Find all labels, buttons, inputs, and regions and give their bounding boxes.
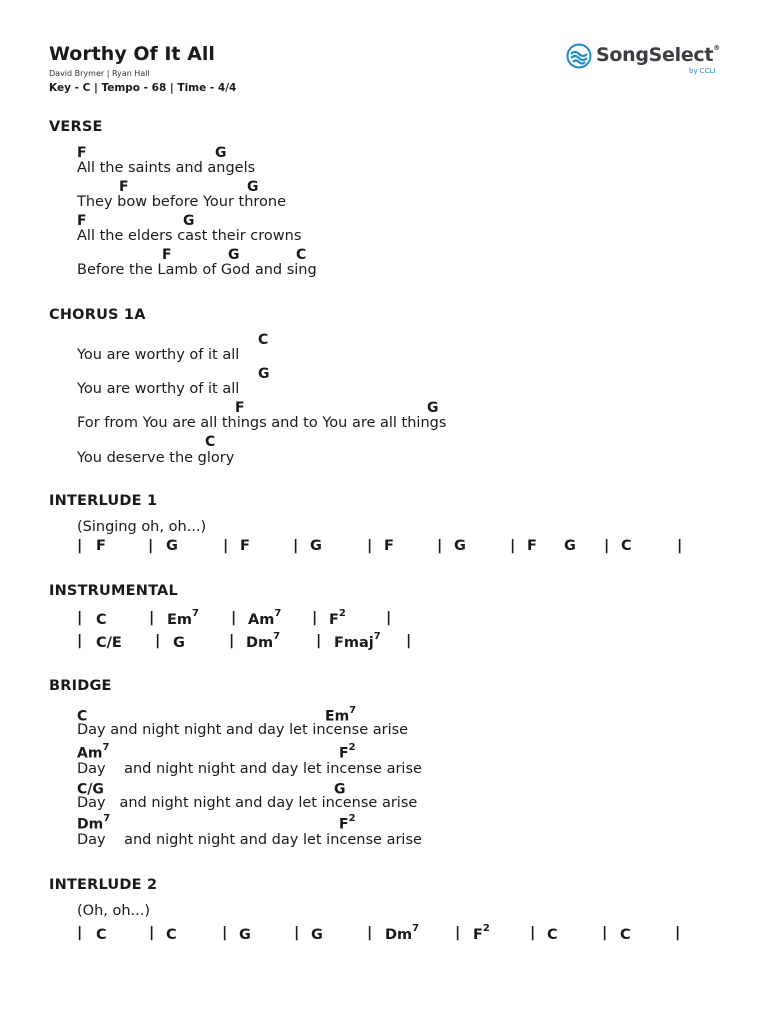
chord: G <box>247 179 259 195</box>
bar-line: | <box>367 538 373 554</box>
chord: Em$^7$ <box>325 705 357 725</box>
chord: Am$^7$ <box>77 742 110 762</box>
song-key-tempo-time: Key - C | Tempo - 68 | Time - 4/4 <box>49 82 237 94</box>
chord: F <box>77 213 87 229</box>
chord: $F^2$ <box>473 923 490 943</box>
lyric-line: For from You are all things and to You are all things <box>77 415 447 431</box>
lyric-line: You are worthy of it all <box>77 347 240 363</box>
chord: G <box>334 781 346 798</box>
bar-line: | <box>406 633 412 649</box>
bar-line: | <box>294 925 300 941</box>
bar-line: | <box>386 610 392 626</box>
songselect-wave-icon <box>566 43 592 69</box>
bar-line: | <box>367 925 373 941</box>
bar-line: | <box>316 633 322 649</box>
bar-line: | <box>675 925 681 941</box>
chord: C <box>77 708 88 725</box>
songselect-logo <box>566 43 726 77</box>
bar-line: | <box>677 538 683 554</box>
section-heading-chorus: CHORUS 1A <box>49 307 146 323</box>
chord: G <box>427 400 439 416</box>
bar-line: | <box>77 610 83 626</box>
chord: Am$^7$ <box>248 608 282 628</box>
song-authors: David Brymer | Ryan Hall <box>49 69 150 78</box>
bar-line: | <box>148 538 154 554</box>
bar-line: | <box>437 538 443 554</box>
lyric-line: (Oh, oh...) <box>77 903 151 919</box>
lyric-line: You are worthy of it all <box>77 381 240 397</box>
chord: C <box>96 926 107 943</box>
chord: G <box>215 145 227 161</box>
lyric-line: Day and night night and day let incense arise <box>77 722 409 738</box>
bar-line: | <box>155 633 161 649</box>
chord: G <box>173 634 185 651</box>
lyric-line: They bow before Your throne <box>77 194 287 210</box>
bar-line: | <box>77 633 83 649</box>
chord: G <box>228 247 240 263</box>
chord: Dm$^7$ <box>246 631 281 651</box>
chord: $F^2$ <box>339 742 356 762</box>
chord: G <box>166 538 178 554</box>
lyric-line: All the elders cast their crowns <box>77 228 302 244</box>
chord: F <box>384 538 394 554</box>
chord: Em$^7$ <box>167 608 199 628</box>
chord: G <box>564 538 576 554</box>
bar-line: | <box>293 538 299 554</box>
chord: G <box>239 926 251 943</box>
chord: G <box>311 926 323 943</box>
chord: F <box>119 179 129 195</box>
chord: Dm$^7$ <box>77 813 111 833</box>
chord: G <box>310 538 322 554</box>
bar-line: | <box>229 633 235 649</box>
chord: Fmaj$^7$ <box>334 631 381 651</box>
bar-line: | <box>231 610 237 626</box>
bar-line: | <box>312 610 318 626</box>
section-heading-interlude-2: INTERLUDE 2 <box>49 877 158 893</box>
bar-line: | <box>530 925 536 941</box>
lyric-line: Day and night night and day let incense arise <box>77 795 418 811</box>
chord: C <box>621 538 632 554</box>
section-heading-bridge: BRIDGE <box>49 678 112 694</box>
bar-line: | <box>222 925 228 941</box>
chord: $F^2$ <box>339 813 356 833</box>
chord: F <box>77 145 87 161</box>
bar-line: | <box>604 538 610 554</box>
lyric-line: (Singing oh, oh...) <box>77 519 207 535</box>
chord: F <box>240 538 250 554</box>
chord: C <box>258 332 269 348</box>
section-heading-interlude-1: INTERLUDE 1 <box>49 493 158 509</box>
chord: C <box>166 926 177 943</box>
lyric-line: Day and night night and day let incense arise <box>77 832 422 848</box>
chord: F <box>96 538 106 554</box>
chord: G <box>183 213 195 229</box>
bar-line: | <box>149 925 155 941</box>
chord: C <box>205 434 216 450</box>
chord: $F^2$ <box>329 608 346 628</box>
chord: F <box>162 247 172 263</box>
bar-line: | <box>223 538 229 554</box>
chord: G <box>454 538 466 554</box>
section-heading-verse: VERSE <box>49 119 103 135</box>
lyric-line: Day and night night and day let incense arise <box>77 761 422 777</box>
chord: C <box>547 926 558 943</box>
lyric-line: Before the Lamb of God and sing <box>77 262 317 278</box>
chord: G <box>258 366 270 382</box>
song-title: Worthy Of It All <box>49 43 215 65</box>
logo-by-ccli: by CCLI <box>689 67 716 75</box>
chord: C/E <box>96 634 122 651</box>
lyric-line: All the saints and angels <box>77 160 256 176</box>
chord: C/G <box>77 781 104 798</box>
bar-line: | <box>77 925 83 941</box>
chord: Dm$^7$ <box>385 923 420 943</box>
bar-line: | <box>149 610 155 626</box>
lyric-line: You deserve the glory <box>77 450 235 466</box>
logo-wordmark: SongSelect® <box>596 44 720 66</box>
chord: F <box>527 538 537 554</box>
chord: F <box>235 400 245 416</box>
bar-line: | <box>77 538 83 554</box>
bar-line: | <box>510 538 516 554</box>
chord: C <box>620 926 631 943</box>
chord: C <box>96 611 107 628</box>
bar-line: | <box>602 925 608 941</box>
bar-line: | <box>455 925 461 941</box>
section-heading-instrumental: INSTRUMENTAL <box>49 583 178 599</box>
chord: C <box>296 247 307 263</box>
